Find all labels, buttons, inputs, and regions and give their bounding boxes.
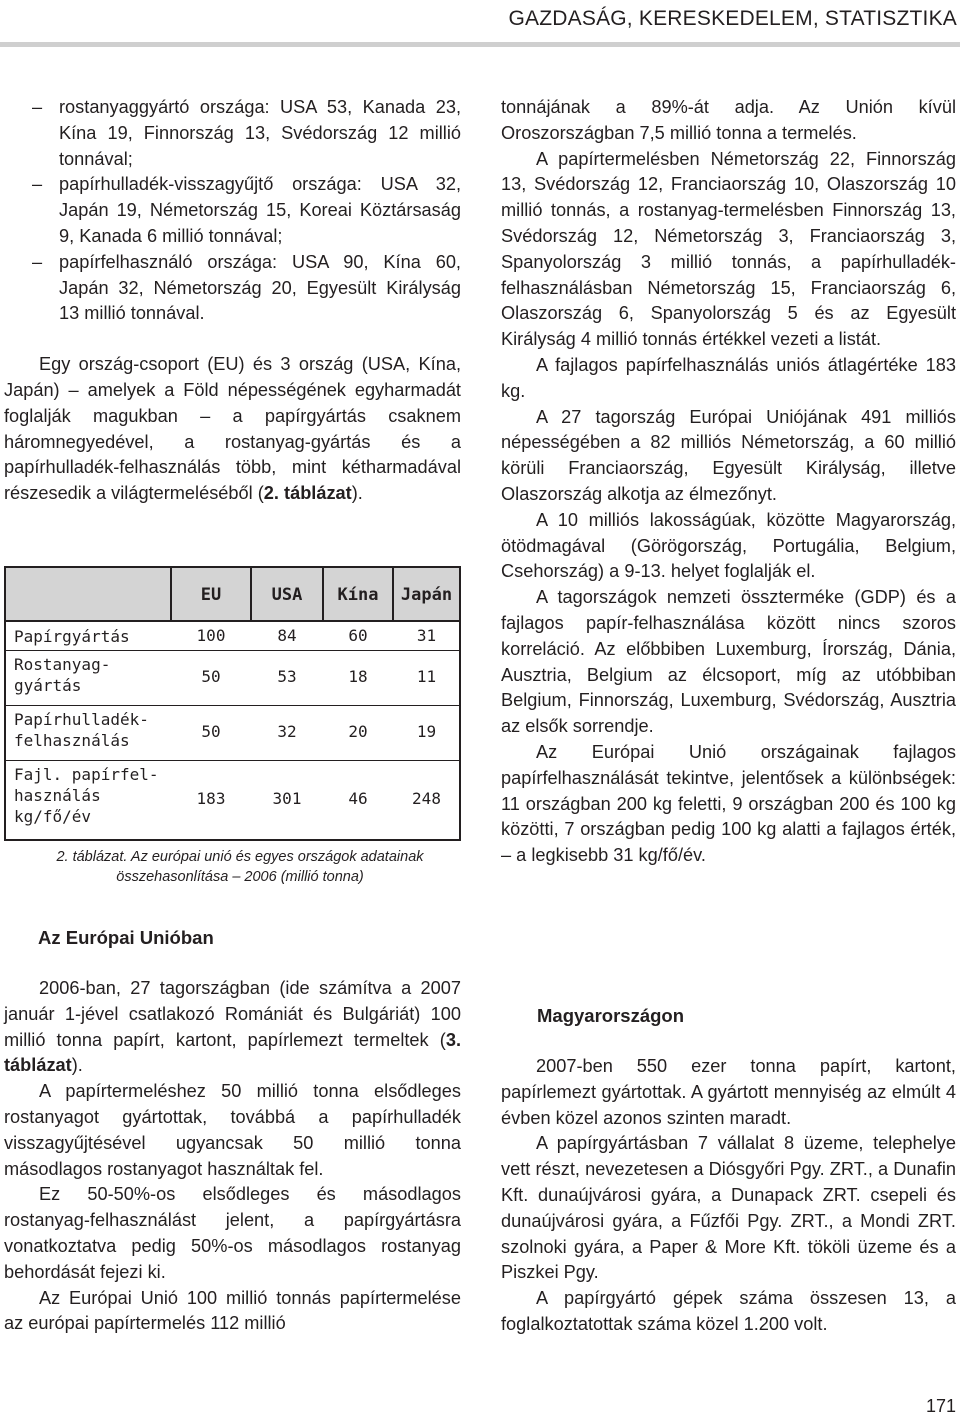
- row-label: Fajl. papírfel- használás kg/fő/év: [14, 765, 159, 826]
- table-header-row: [6, 568, 459, 622]
- paragraph: Ez 50-50%-os elsődleges és másodlagos rostanyag-felhasználást jelent, a papírgyártásra vonatkoztatva pedig 50%-os másodlagos rostanyag behordását fejezi ki.: [4, 1184, 461, 1282]
- paragraph: 2006-ban, 27 tagországban (ide számítva a 2007 január 1-jével csatlakozó Romániát és Bulgáriát) 100 millió tonna papírt, kartont, papírlemezt termeltek (3. táblázat).: [4, 978, 461, 1076]
- table-cell: 11: [416, 667, 437, 686]
- list-item: – papírfelhasználó országa: USA 90, Kína 60, Japán 32, Németország 20, Egyesült Királyság 13 millió tonnával.: [4, 250, 461, 327]
- table-cell: 50: [201, 722, 221, 741]
- table-cell: 31: [416, 626, 437, 645]
- table-cell: 32: [277, 722, 297, 741]
- table-cell: 20: [348, 722, 368, 741]
- paragraph: A papírtermeléshez 50 millió tonna elsődleges rostanyagot gyártottak, továbbá a papírhulladék visszagyűjtésével ugyancsak 50 millió tonna másodlagos rostanyagot használtak fel.: [4, 1081, 461, 1179]
- paragraph: Az Európai Unió 100 millió tonnás papírtermelése az európai papírtermelés 112 millió: [4, 1287, 461, 1334]
- page-number: 171: [925, 1396, 956, 1416]
- paragraph: A papírgyártó gépek száma összesen 13, a foglalkoztatottak száma közel 1.200 volt.: [501, 1288, 956, 1334]
- paragraph: tonnájának a 89%-át adja. Az Unión kívül Oroszországban 7,5 millió tonna a termelés.: [501, 97, 956, 143]
- header-rule: [0, 42, 960, 47]
- table-cell: 60: [348, 626, 368, 645]
- section-heading-hungary: Magyarországon: [537, 1005, 685, 1026]
- table-cell: 100: [196, 626, 226, 645]
- row-label: Papírgyártás: [14, 627, 130, 646]
- table-cell: 84: [277, 626, 297, 645]
- column-header: Japán: [400, 585, 453, 605]
- table-cell: 19: [416, 722, 437, 741]
- data-table: [4, 566, 461, 841]
- column-header: USA: [271, 585, 303, 605]
- row-label: Rostanyag- gyártás: [14, 655, 111, 695]
- paragraph: Az Európai Unió országainak fajlagos papírfelhasználását tekintve, jelentősek a különbségek: 11 országban 200 kg feletti, 9 országban 200 és 100 kg közötti, 7 országban pedig 100 kg alatti a fajlagos érték, – a legkisebb 31 kg/fő/év.: [501, 741, 956, 866]
- row-label: Papírhulladék- felhasználás: [14, 710, 149, 750]
- right-column-bottom: [501, 1054, 956, 1338]
- table-cell: 301: [272, 789, 302, 808]
- bullet-list: [4, 95, 461, 327]
- paragraph: A tagországok nemzeti összterméke (GDP) és a fajlagos papír-felhasználása között nincs szoros korreláció. Az előbbiben Luxemburg, Írország, Dánia, Ausztria, Belgium az élcsoport, míg az utóbbiban Belgium, Finnország, Luxemburg, Svédország, Ausztria az elsők sorrendje.: [501, 587, 956, 737]
- paragraph: A papírgyártásban 7 vállalat 8 üzeme, telephelye vett részt, nevezetesen a Diósgyőri Pgy. ZRT., a Dunafin Kft. dunaújvárosi gyára, a Dunapack ZRT. csepeli és dunaújvárosi gyára, a Fűzfői Pgy. ZRT., a Mondi ZRT. szolnoki gyára, a Paper & More Kft. tököli üzeme és a Piszkei Pgy.: [501, 1133, 956, 1283]
- list-item: – papírhulladék-visszagyűjtő országa: USA 32, Japán 19, Németország 15, Koreai Köztársaság 9, Kanada 6 millió tonnával;: [4, 172, 461, 249]
- table-caption: 2. táblázat. Az európai unió és egyes országok adatainak összehasonlítása – 2006 (millió tonna): [56, 849, 424, 885]
- column-header: EU: [200, 585, 222, 605]
- paragraph: 2007-ben 550 ezer tonna papírt, kartont, papírlemezt gyártottak. A gyártott mennyiség az elmúlt 4 évben közel azonos szinten maradt.: [501, 1056, 956, 1128]
- paragraph: A 27 tagország Európai Uniójának 491 milliós népességében a 82 milliós Németország, a 60 millió körüli Franciaország, Egyesült Királyság, illetve Olaszország alkotja az élmezőnyt.: [501, 406, 956, 504]
- table-cell: 50: [201, 667, 221, 686]
- paragraph: A fajlagos papírfelhasználás uniós átlagértéke 183 kg.: [501, 354, 956, 401]
- running-header: GAZDASÁG, KERESKEDELEM, STATISZTIKA: [430, 2, 957, 46]
- table-reference: 3. táblázat: [4, 1029, 461, 1076]
- table-cell: 248: [412, 789, 441, 808]
- section-heading-eu: Az Európai Unióban: [38, 927, 214, 948]
- right-column-top: [501, 95, 956, 869]
- caption-label: 2. táblázat.: [56, 849, 128, 865]
- table-cell: 18: [348, 667, 368, 686]
- table-reference: 2. táblázat: [263, 483, 352, 504]
- left-column-top: [4, 95, 461, 507]
- paragraph: A papírtermelésben Németország 22, Finnország 13, Svédország 12, Franciaország 10, Olaszország 10 millió tonnás, a rostanyag-termelésben Finnország 13, Svédország 12, Németország 3, Franciaország 3, Spanyolország 3 millió tonnás, a papírhulladék-felhasználásban Németország 15, Franciaország 6, Olaszország 6, Spanyolország 5 és az Egyesült Királyság 4 millió tonnás értékkel vezeti a listát.: [501, 148, 956, 350]
- column-header: Kína: [337, 585, 379, 605]
- paragraph: A 10 milliós lakosságúak, közötte Magyarország, ötödmagával (Görögország, Portugália, Belgium, Csehország) a 9-13. helyet foglalják el.: [501, 509, 956, 582]
- left-column-bottom: [4, 976, 461, 1337]
- table-cell: 46: [348, 789, 368, 808]
- table-cell: 53: [277, 667, 297, 686]
- table-cell: 183: [196, 789, 226, 808]
- list-item: – rostanyaggyártó országa: USA 53, Kanada 23, Kína 19, Finnország 13, Svédország 12 millió tonnával;: [4, 95, 461, 172]
- intro-paragraph: Egy ország-csoport (EU) és 3 ország (USA, Kína, Japán) – amelyek a Föld népességének egyharmadát foglalják magukban – a papírgyártás csaknem háromnegyedével, a rostanyag-gyártás és a papírhulladék-felhasználás több, mint kétharmadával részesedik a világtermeléséből (2. táblázat).: [4, 354, 461, 504]
